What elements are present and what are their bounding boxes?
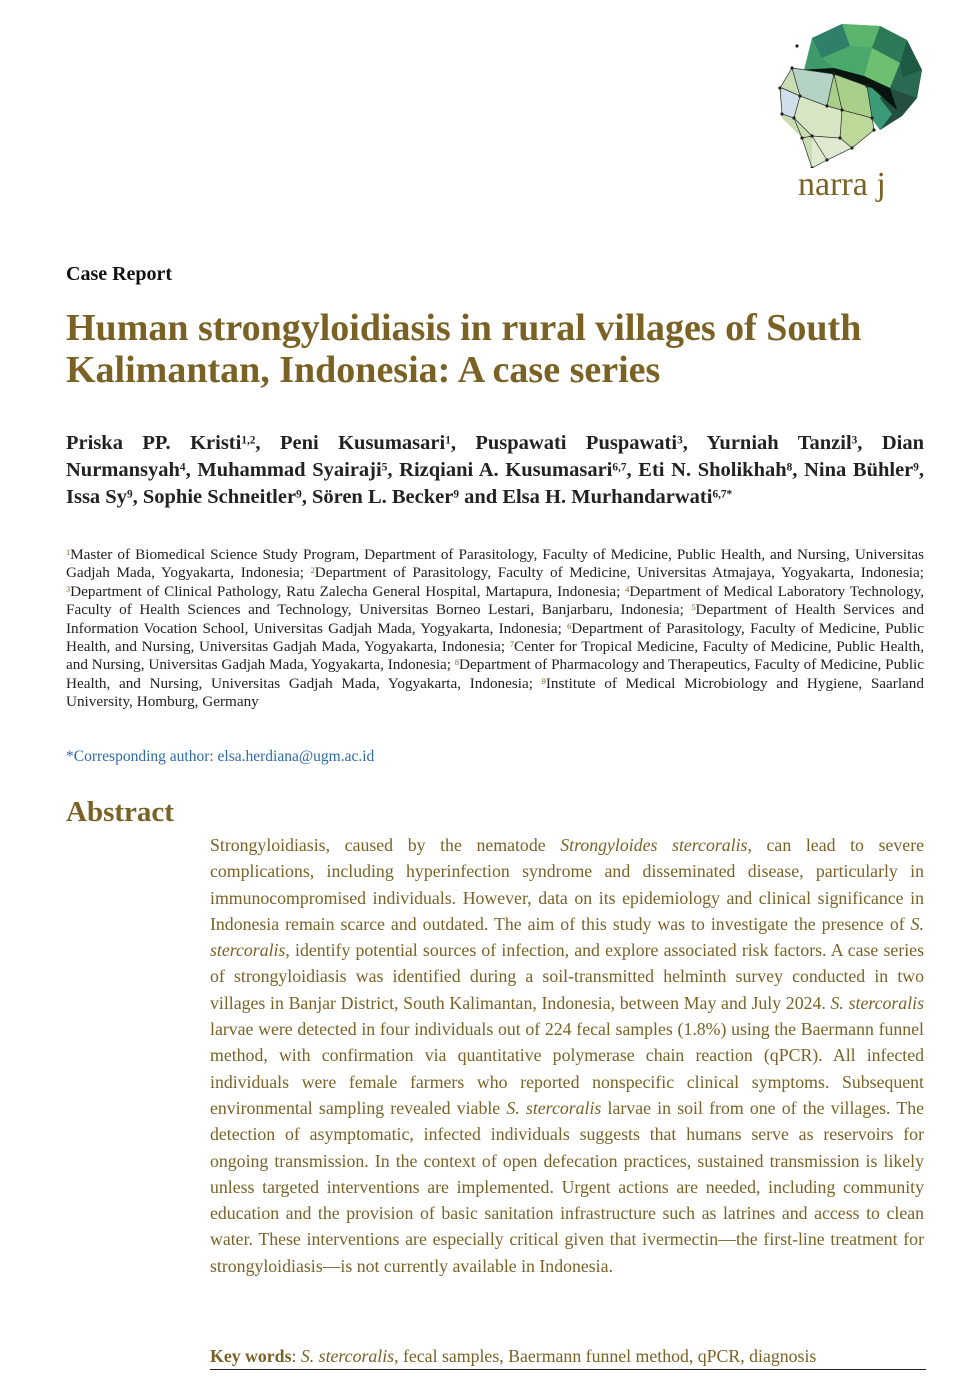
affiliation-text: Center for Tropical Medicine, Faculty of Medicine, Public Health, and Nursing, Universitas Gadjah Mada, Yogyakarta, Indonesia; (66, 638, 924, 674)
species-name: S. stercoralis (830, 992, 924, 1013)
keywords-colon: : (291, 1346, 301, 1366)
affiliation-list (66, 546, 924, 712)
author-affiliation-number: 6,7 (612, 461, 627, 474)
corresponding-author-email-link[interactable]: elsa.herdiana@ugm.ac.id (217, 748, 375, 765)
author-name: Sören L. Becker (311, 486, 454, 508)
affiliation-number: 7 (509, 639, 514, 649)
affiliation-number: 2 (310, 566, 315, 576)
author-name: Eti N. Sholikhah (638, 459, 787, 481)
affiliation-number: 3 (66, 584, 71, 594)
abstract-text: , can lead to severe complications, including hyperinfection syndrome and disseminated disease, particularly in immunocompromised individuals. However, data on its epidemiology and clinical significance in Indonesia remain scarce and outdated. The aim of this study was to investigate the presence of (210, 835, 925, 934)
keywords-list: S. stercoralis, fecal samples, Baermann funnel method, qPCR, diagnosis (300, 1346, 817, 1366)
affiliation-text: Department of Clinical Pathology, Ratu Zalecha General Hospital, Martapura, Indonesia; (70, 582, 626, 600)
corresponding-author-label: *Corresponding author: (66, 748, 218, 765)
affiliation-text: Department of Medical Laboratory Technology, Faculty of Health Sciences and Technology, Universitas Borneo Lestari, Banjarbaru, Indonesia; (66, 582, 924, 619)
corresponding-author (66, 748, 374, 766)
author-name: Rizqiani A. Kusumasari (399, 459, 613, 481)
species-name: Strongyloides stercoralis (560, 835, 748, 855)
author-affiliation-number: 6,7* (712, 488, 733, 501)
author-affiliation-number: 1,2 (241, 434, 256, 447)
affiliation-text: Department of Health Services and Information Vocation School, Universitas Gadjah Mada, Yogyakarta, Indonesia; (66, 601, 924, 637)
author-affiliation-number: 3 (677, 434, 683, 447)
keyword: S. stercoralis (300, 1346, 395, 1366)
author-affiliation-number: 5 (381, 461, 388, 474)
author-affiliation-number: 9 (453, 488, 459, 501)
abstract-heading: Abstract (66, 796, 174, 828)
keywords (210, 1346, 926, 1370)
affiliation-number: 4 (625, 584, 630, 594)
author-name: Issa Sy (66, 486, 127, 508)
species-name: S. stercoralis (210, 913, 924, 961)
author-name: Elsa H. Murhandarwati (502, 486, 713, 508)
article-title: Human strongyloidiasis in rural villages of South Kalimantan, Indonesia: A case series (66, 307, 862, 391)
article-type-label: Case Report (66, 263, 173, 285)
journal-logo (772, 18, 932, 203)
keyword: Baermann funnel method (508, 1346, 689, 1366)
author-affiliation-number: 3 (851, 434, 858, 447)
abstract-text: larvae were detected in four individuals out of 224 fecal samples (1.8%) using the Baermann funnel method, with confirmation via quantitative polymerase chain reaction (qPCR). All infected individuals were female farmers who reported nonspecific clinical symptoms. Subsequent environmental sampling revealed viable (210, 1019, 924, 1118)
affiliation-number: 8 (454, 658, 460, 668)
author-affiliation-number: 4 (179, 461, 186, 474)
abstract-text: Strongyloidiasis, caused by the nematode (210, 835, 561, 855)
species-name: S. stercoralis (506, 1097, 602, 1118)
author-name: Muhammad Syairaji (197, 459, 382, 481)
affiliation-number: 5 (691, 603, 696, 613)
keyword: fecal samples (402, 1346, 500, 1366)
author-affiliation-number: 9 (296, 488, 302, 501)
author-name: Priska PP. Kristi (66, 432, 242, 454)
author-name: Puspawati Puspawati (475, 432, 678, 454)
affiliation-text: Institute of Medical Microbiology and Hygiene, Saarland University, Homburg, Germany (66, 674, 924, 711)
abstract-text: larvae in soil from one of the villages. The detection of asymptomatic, infected individuals suggests that humans serve as reservoirs for ongoing transmission. In the context of open defecation practices, sustained transmission is likely unless targeted interventions are implemented. Urgent actions are needed, including community education and the provision of basic sanitation infrastructure such as latrines and access to clean water. These interventions are especially critical given that ivermectin—the first-line treatment for strongyloidiasis—is not currently available in Indonesia. (210, 1097, 924, 1276)
affiliation-number: 6 (567, 621, 572, 631)
author-list: Priska PP. Kristi$^{1,2}$, Peni Kusumasari$^1$, Puspawati Puspawati$^3$, Yurniah Tanzil$^3$, Dian Nurmansyah$^4$, Muhammad Syairaji$^5$, Rizqiani A. Kusumasari$^{6,7}$, Eti N. Sholikhah$^8$, Nina Bühler$^9$, Issa Sy$^9$, Sophie Schneitler$^9$, Sören L. Becker$^9$ and Elsa H. Murhandarwati$^{6,7*}$ (66, 432, 925, 508)
keywords-label: Key words (210, 1346, 292, 1366)
author-affiliation-number: 1 (445, 434, 451, 447)
affiliation-text: Master of Biomedical Science Study Program, Department of Parasitology, Faculty of Medicine, Public Health, and Nursing, Universitas Gadjah Mada, Yogyakarta, Indonesia; (66, 546, 924, 582)
abstract-body (210, 832, 924, 1279)
author-name: Dian Nurmansyah (66, 432, 924, 481)
author-affiliation-number: 9 (913, 461, 919, 474)
journal-name: narra j (798, 166, 886, 203)
affiliation-text: Department of Parasitology, Faculty of Medicine, Public Health, and Nursing, Universitas Gadjah Mada, Yogyakarta, Indonesia; (66, 619, 924, 656)
keyword: diagnosis (749, 1346, 817, 1366)
author-affiliation-number: 8 (786, 461, 793, 474)
polygonal-brain-logo-icon (772, 18, 932, 168)
author-name: Peni Kusumasari (279, 432, 446, 454)
author-affiliation-number: 9 (126, 488, 133, 501)
abstract-text: , identify potential sources of infection, and explore associated risk factors. A case series of strongyloidiasis was identified during a soil-transmitted helminth survey conducted in two villages in Banjar District, South Kalimantan, Indonesia, between May and July 2024. (210, 940, 924, 1013)
author-name: Nina Bühler (804, 459, 914, 481)
affiliation-number: 1 (66, 547, 71, 557)
affiliation-text: Department of Parasitology, Faculty of Medicine, Universitas Atmajaya, Yogyakarta, Indonesia; (314, 564, 924, 582)
author-name: Yurniah Tanzil (706, 432, 852, 454)
author-name: Sophie Schneitler (142, 486, 297, 508)
affiliation-number: 9 (541, 676, 546, 686)
keyword: qPCR (697, 1346, 741, 1366)
affiliation-text: Department of Pharmacology and Therapeutics, Faculty of Medicine, Public Health, and Nursing, Universitas Gadjah Mada, Yogyakarta, Indonesia; (66, 656, 924, 692)
